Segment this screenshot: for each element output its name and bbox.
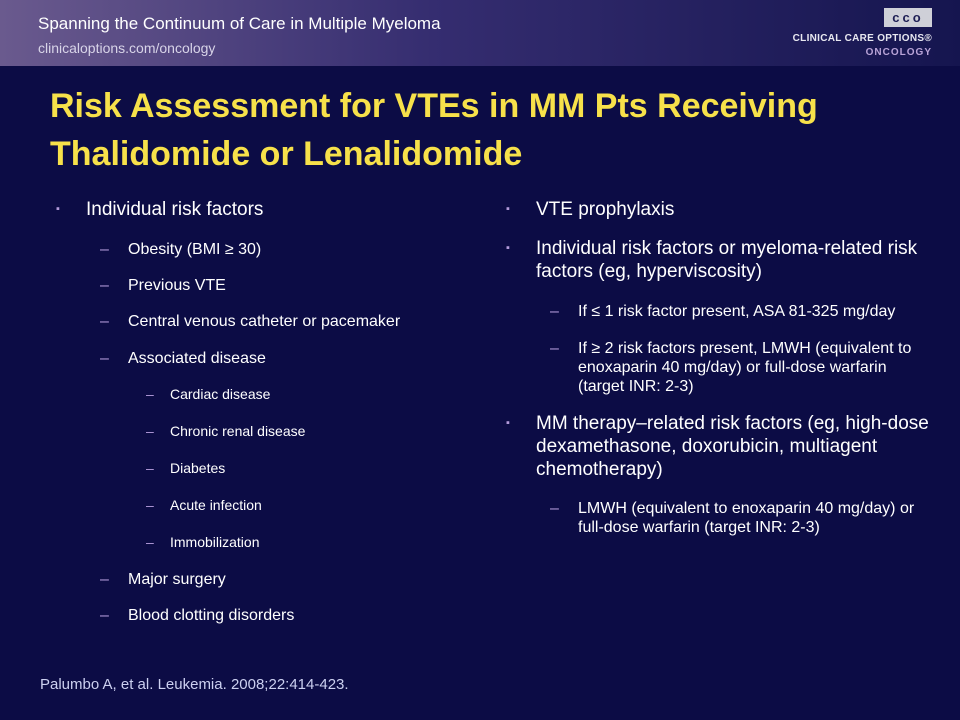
dash-icon: –: [100, 571, 109, 588]
dash-icon: –: [550, 303, 559, 320]
list-item-text: If ≤ 1 risk factor present, ASA 81-325 mg/day: [578, 303, 896, 320]
list-item-text: If ≥ 2 risk factors present, LMWH (equivalent to enoxaparin 40 mg/day) or full-dose warfarin (target INR: 2-3): [578, 340, 912, 395]
list-item-text: Immobilization: [170, 534, 260, 550]
list-item: [500, 412, 930, 481]
dash-icon: –: [100, 277, 109, 294]
list-item: [50, 240, 440, 259]
list-item-text: Individual risk factors: [86, 199, 264, 220]
list-item: [50, 312, 440, 331]
list-item: [50, 606, 440, 625]
list-item: [500, 302, 930, 321]
list-item: [50, 422, 440, 440]
list-item: [50, 349, 440, 368]
cco-logo-name: CLINICAL CARE OPTIONS®: [792, 33, 932, 44]
square-bullet-icon: ▪: [506, 417, 510, 429]
list-item-text: Diabetes: [170, 460, 226, 476]
dash-icon: –: [146, 423, 154, 439]
list-item: [500, 339, 930, 396]
list-item-text: Blood clotting disorders: [128, 607, 295, 624]
list-item-text: LMWH (equivalent to enoxaparin 40 mg/day) or full-dose warfarin (target INR: 2-3): [578, 500, 915, 536]
header-bar: [0, 0, 960, 66]
list-item-text: Acute infection: [170, 497, 262, 513]
dash-icon: –: [550, 340, 559, 357]
cco-logo-sub: ONCOLOGY: [865, 47, 932, 58]
list-item: [50, 276, 440, 295]
list-item-text: Previous VTE: [128, 277, 226, 294]
list-item-text: Individual risk factors or myeloma-related risk factors (eg, hyperviscosity): [536, 238, 918, 282]
list-item-text: Central venous catheter or pacemaker: [128, 313, 401, 330]
slide-title: Risk Assessment for VTEs in MM Pts Receiving Thalidomide or Lenalidomide: [50, 87, 818, 173]
list-item-text: Major surgery: [128, 571, 226, 588]
list-item: [500, 198, 930, 221]
square-bullet-icon: ▪: [506, 242, 510, 254]
list-item-text: VTE prophylaxis: [536, 199, 675, 220]
list-item-text: Obesity (BMI ≥ 30): [128, 241, 262, 258]
list-item: [50, 570, 440, 589]
dash-icon: –: [100, 241, 109, 258]
citation: Palumbo A, et al. Leukemia. 2008;22:414-423.: [40, 676, 349, 693]
list-item-text: Cardiac disease: [170, 386, 271, 402]
square-bullet-icon: ▪: [506, 203, 510, 215]
list-item: [50, 198, 440, 221]
dash-icon: –: [146, 534, 154, 550]
cco-logo-mark: cco: [884, 8, 932, 27]
list-item: [50, 459, 440, 477]
list-item-text: Chronic renal disease: [170, 423, 306, 439]
dash-icon: –: [146, 460, 154, 476]
header-url[interactable]: clinicaloptions.com/oncology: [38, 40, 216, 56]
list-item: [50, 533, 440, 551]
dash-icon: –: [100, 313, 109, 330]
list-item: [50, 496, 440, 514]
list-item: [500, 499, 930, 537]
left-column: [50, 198, 440, 625]
list-item-text: Associated disease: [128, 350, 266, 367]
dash-icon: –: [146, 386, 154, 402]
dash-icon: –: [100, 607, 109, 624]
cco-logo: [782, 8, 932, 60]
right-column: [500, 198, 930, 537]
list-item: [500, 237, 930, 283]
dash-icon: –: [550, 500, 559, 517]
header-title: Spanning the Continuum of Care in Multiple Myeloma: [38, 14, 441, 33]
dash-icon: –: [146, 497, 154, 513]
list-item-text: MM therapy–related risk factors (eg, high-dose dexamethasone, doxorubicin, multiagent chemotherapy): [536, 413, 929, 480]
list-item: [50, 385, 440, 403]
dash-icon: –: [100, 350, 109, 367]
square-bullet-icon: ▪: [56, 203, 60, 215]
